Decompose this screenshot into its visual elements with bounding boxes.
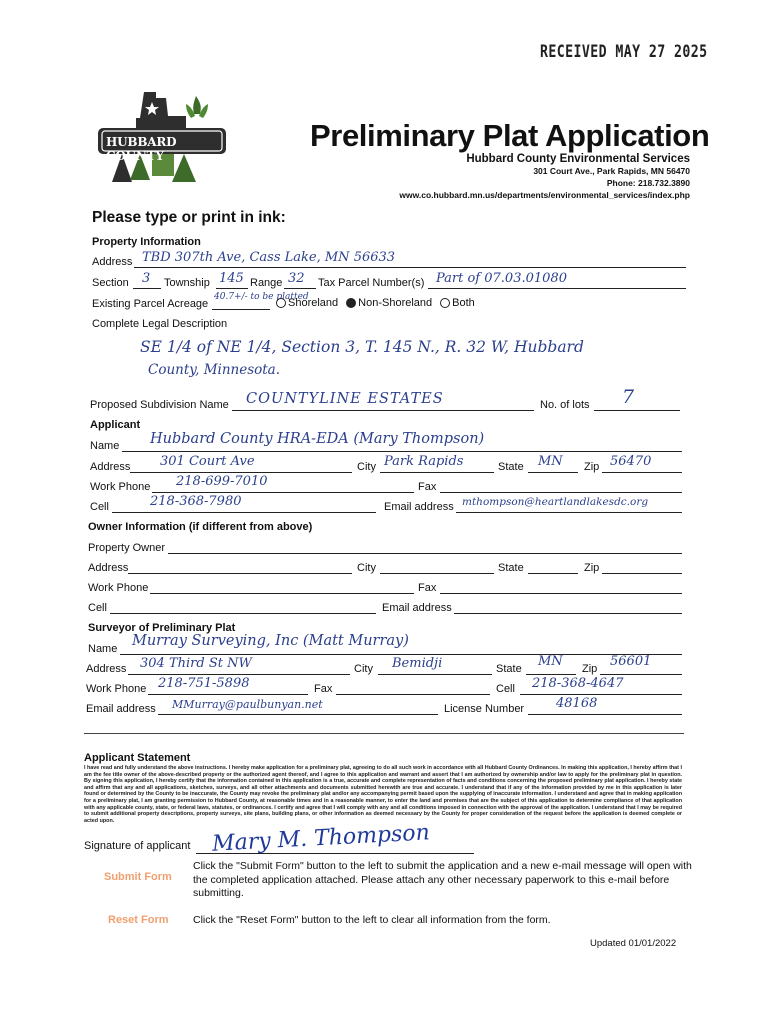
statement-heading: Applicant Statement — [84, 752, 191, 764]
surveyor-email-value: MMurray@paulbunyan.net — [172, 698, 323, 711]
township-value: 145 — [219, 271, 244, 286]
owner-work-phone-label: Work Phone — [88, 582, 149, 594]
hubbard-county-logo — [96, 88, 236, 184]
surveyor-name-value: Murray Surveying, Inc (Matt Murray) — [132, 633, 409, 649]
surveyor-city-label: City — [354, 663, 373, 675]
applicant-fax-field[interactable] — [440, 479, 682, 493]
org-phone: Phone: 218.732.3890 — [606, 178, 690, 188]
surveyor-fax-field[interactable] — [336, 681, 490, 695]
applicant-name-value: Hubbard County HRA-EDA (Mary Thompson) — [150, 431, 485, 447]
surveyor-cell-label: Cell — [496, 683, 515, 695]
license-number-label: License Number — [444, 703, 525, 715]
surveyor-work-phone-value: 218-751-5898 — [158, 676, 250, 691]
acreage-value: 40.7+/- to be platted — [214, 292, 309, 302]
lots-field[interactable] — [594, 397, 680, 411]
owner-state-label: State — [498, 562, 524, 574]
received-stamp: RECEIVED MAY 27 2025 — [540, 42, 708, 62]
signature-value: Mary M. Thompson — [211, 820, 431, 857]
range-value: 32 — [288, 271, 305, 286]
property-heading: Property Information — [92, 236, 201, 248]
applicant-cell-value: 218-368-7980 — [150, 494, 242, 509]
applicant-zip-value: 56470 — [610, 454, 652, 469]
surveyor-zip-label: Zip — [582, 663, 598, 675]
applicant-state-value: MN — [538, 454, 563, 469]
lots-label: No. of lots — [540, 399, 590, 411]
tax-parcel-value: Part of 07.03.01080 — [436, 271, 567, 286]
surveyor-name-label: Name — [88, 643, 118, 655]
property-address-label: Address — [92, 256, 133, 268]
acreage-label: Existing Parcel Acreage — [92, 298, 209, 310]
surveyor-address-value: 304 Third St NW — [140, 656, 252, 671]
lots-value: 7 — [622, 386, 635, 408]
subdivision-value: COUNTYLINE ESTATES — [246, 391, 444, 407]
org-contact-block — [399, 153, 690, 201]
applicant-work-phone-label: Work Phone — [90, 481, 151, 493]
reset-form-button[interactable]: Reset Form — [108, 914, 169, 926]
submit-instructions: Click the "Submit Form" button to the left to submit the application and a new e-mail message will open with the completed application attached. Please attach any other necessary paperwork to this e-mail before submitting. — [193, 860, 692, 899]
section-label: Section — [92, 277, 129, 289]
instructions-heading: Please type or print in ink: — [92, 209, 286, 226]
subdivision-label: Proposed Subdivision Name — [90, 399, 229, 411]
applicant-heading: Applicant — [90, 419, 141, 431]
applicant-work-phone-value: 218-699-7010 — [176, 474, 268, 489]
owner-fax-label: Fax — [418, 582, 437, 594]
org-name: Hubbard County Environmental Services — [466, 153, 690, 165]
surveyor-email-label: Email address — [86, 703, 156, 715]
surveyor-fax-label: Fax — [314, 683, 333, 695]
radio-both[interactable] — [440, 297, 475, 309]
radio-circle — [440, 298, 450, 308]
legal-description-label: Complete Legal Description — [92, 318, 228, 330]
statement-text: I have read and fully understand the above instructions. I hereby make application for a preliminary plat, agreeing to do all such work in accordance with all Hubbard County Ordinances. In making this application, I hereby affirm that I am the fee title owner of the above-described property or the authorized agent thereof, and I agree to this application and warrant and assert that I am authorized by ownership and/or law to apply for the preliminary plat in question. By signing this application, I hereby certify that the information contained in this application is a true, accurate and complete representation of facts and conditions concerning the proposed preliminary plat application. I hereby state and affirm that any and all applications, sketches, surveys, and all other attachments and documents submitted herewith are true and accurate. I understand that if any of the information provided by me in this application is later found or determined by the County to be inaccurate, the County may revoke the preliminary plat and/or any accompanying permit based upon the supplying of inaccurate information. I understand and agree that in making application for a preliminary plat, I am granting permission to Hubbard County, at reasonable times and in a reasonable manner, to enter the land and premises that are the subject of this application to determine compliance of that application with any applicable county, state, or federal laws, statutes, or ordinances. I certify and agree that I will comply with any and all conditions imposed in connection with the approval of the application. I understand that I may be required to submit additional property descriptions, property surveys, site plans, building plans, or other information as deemed necessary by the County for proper consideration of the request before the application is deemed complete or acted upon. — [84, 765, 682, 824]
applicant-name-label: Name — [90, 440, 120, 452]
applicant-email-label: Email address — [384, 501, 454, 513]
legal-description-line1: SE 1/4 of NE 1/4, Section 3, T. 145 N., R. 32 W, Hubbard — [140, 338, 584, 356]
submit-form-button[interactable]: Submit Form — [104, 871, 172, 883]
legal-description-line2: County, Minnesota. — [148, 362, 281, 378]
tax-parcel-label: Tax Parcel Number(s) — [318, 277, 425, 289]
license-number-value: 48168 — [556, 696, 598, 711]
applicant-cell-label: Cell — [90, 501, 109, 513]
surveyor-state-label: State — [496, 663, 522, 675]
page-title: Preliminary Plat Application — [310, 118, 710, 153]
radio-label-non-shoreland: Non-Shoreland — [358, 297, 433, 309]
signature-label: Signature of applicant — [84, 840, 191, 852]
owner-email-label: Email address — [382, 602, 452, 614]
owner-email-field[interactable] — [454, 600, 682, 614]
surveyor-cell-value: 218-368-4647 — [532, 676, 624, 691]
owner-zip-field[interactable] — [602, 560, 682, 574]
applicant-state-label: State — [498, 461, 524, 473]
surveyor-address-label: Address — [86, 663, 127, 675]
owner-city-label: City — [357, 562, 376, 574]
surveyor-zip-value: 56601 — [610, 654, 652, 669]
owner-fax-field[interactable] — [440, 580, 682, 594]
shoreland-radio-group — [276, 297, 475, 309]
radio-non-shoreland[interactable] — [346, 297, 432, 309]
property-address-value: TBD 307th Ave, Cass Lake, MN 56633 — [142, 250, 396, 265]
updated-date: Updated 01/01/2022 — [590, 938, 677, 949]
applicant-city-label: City — [357, 461, 376, 473]
applicant-city-value: Park Rapids — [384, 454, 464, 469]
radio-circle — [276, 298, 286, 308]
radio-shoreland[interactable] — [276, 297, 338, 309]
applicant-address-label: Address — [90, 461, 131, 473]
owner-state-field[interactable] — [528, 560, 578, 574]
org-address: 301 Court Ave., Park Rapids, MN 56470 — [533, 166, 690, 176]
owner-cell-label: Cell — [88, 602, 107, 614]
surveyor-work-phone-label: Work Phone — [86, 683, 147, 695]
applicant-zip-label: Zip — [584, 461, 600, 473]
range-label: Range — [250, 277, 283, 289]
radio-label-both: Both — [452, 297, 475, 309]
surveyor-state-value: MN — [538, 654, 563, 669]
applicant-address-value: 301 Court Ave — [160, 454, 255, 469]
legal-description-field[interactable] — [92, 332, 688, 392]
township-label: Township — [164, 277, 210, 289]
owner-cell-field[interactable] — [110, 600, 376, 614]
owner-work-phone-field[interactable] — [150, 580, 414, 594]
owner-name-label: Property Owner — [88, 542, 166, 554]
owner-zip-label: Zip — [584, 562, 600, 574]
owner-address-field[interactable] — [128, 560, 352, 574]
applicant-fax-label: Fax — [418, 481, 437, 493]
applicant-email-value: mthompson@heartlandlakesdc.org — [462, 496, 649, 508]
owner-heading: Owner Information (if different from above) — [88, 521, 313, 533]
org-url[interactable]: www.co.hubbard.mn.us/departments/environmental_services/index.php — [399, 190, 690, 200]
logo-text: HUBBARD COUNTY — [106, 135, 177, 163]
owner-name-field[interactable] — [168, 540, 682, 554]
section-value: 3 — [142, 271, 151, 286]
section-divider — [84, 733, 684, 734]
surveyor-heading: Surveyor of Preliminary Plat — [88, 622, 236, 634]
surveyor-city-value: Bemidji — [392, 656, 443, 671]
reset-instructions: Click the "Reset Form" button to the left to clear all information from the form. — [193, 914, 551, 926]
owner-address-label: Address — [88, 562, 129, 574]
radio-label-shoreland: Shoreland — [288, 297, 339, 309]
radio-circle-selected — [346, 298, 356, 308]
license-number-field[interactable] — [528, 701, 682, 715]
owner-city-field[interactable] — [380, 560, 494, 574]
